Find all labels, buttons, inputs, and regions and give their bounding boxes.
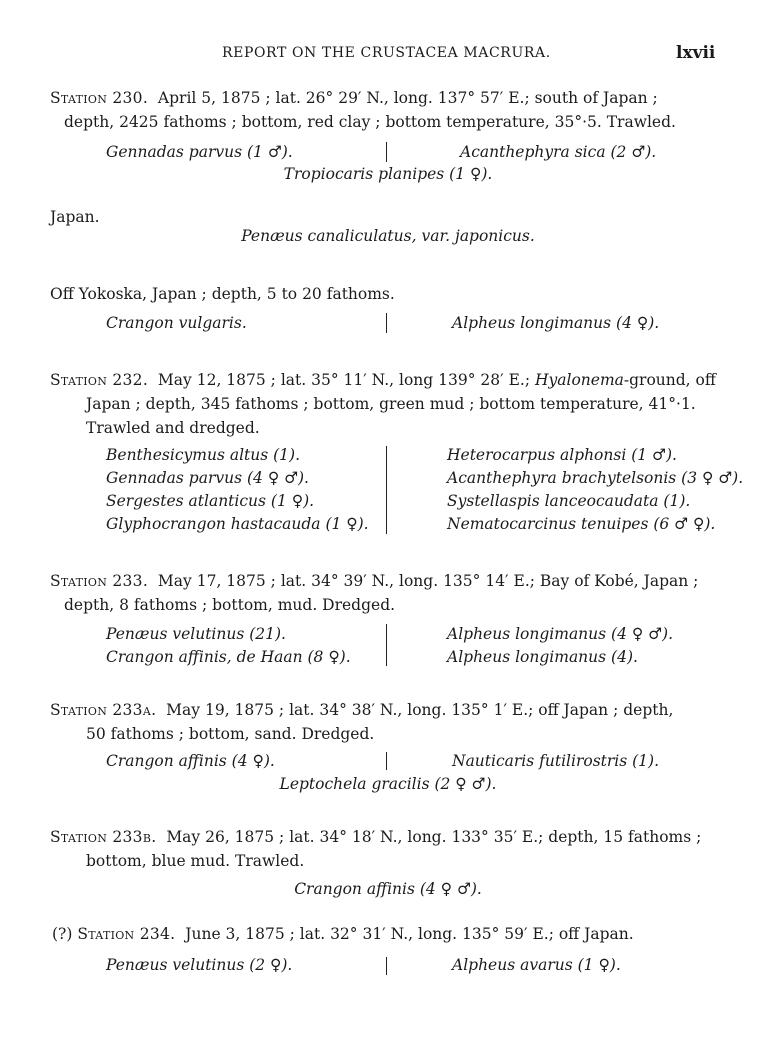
column-divider bbox=[386, 313, 387, 333]
species-item-centered: Leptochela gracilis (2 ♀ ♂). bbox=[279, 775, 497, 793]
species-item: Systellaspis lanceocaudata (1). bbox=[447, 492, 691, 510]
station-description bbox=[52, 922, 728, 946]
species-item-centered: Crangon affinis (4 ♀ ♂). bbox=[294, 880, 482, 898]
locality-label: Japan. bbox=[50, 208, 100, 226]
description-line: Japan ; depth, 345 fathoms ; bottom, green mud ; bottom temperature, 41°·1. bbox=[86, 395, 696, 413]
description-line: Station 233b. May 26, 1875 ; lat. 34° 18′ N., long. 133° 35′ E.; depth, 15 fathoms ; bbox=[50, 828, 702, 846]
running-header: REPORT ON THE CRUSTACEA MACRURA. bbox=[222, 45, 551, 61]
description-line: bottom, blue mud. Trawled. bbox=[86, 852, 305, 870]
species-item: Alpheus longimanus (4 ♀ ♂). bbox=[447, 625, 673, 643]
description-line: Station 233. May 17, 1875 ; lat. 34° 39′ N., long. 135° 14′ E.; Bay of Kobé, Japan ; bbox=[50, 572, 699, 590]
column-divider bbox=[386, 624, 387, 666]
species-item: Glyphocrangon hastacauda (1 ♀). bbox=[106, 515, 369, 533]
station-description bbox=[50, 698, 726, 746]
species-item: Crangon affinis (4 ♀). bbox=[106, 752, 275, 770]
description-line: Station 232. May 12, 1875 ; lat. 35° 11′ N., long 139° 28′ E.; Hyalonema-ground, off bbox=[50, 371, 716, 389]
species-item: Gennadas parvus (4 ♀ ♂). bbox=[106, 469, 309, 487]
description-line: 50 fathoms ; bottom, sand. Dredged. bbox=[86, 725, 375, 743]
query-prefix: (?) bbox=[52, 925, 73, 943]
species-item: Gennadas parvus (1 ♂). bbox=[106, 143, 293, 161]
description-line: depth, 2425 fathoms ; bottom, red clay ; bottom temperature, 35°·5. Trawled. bbox=[64, 113, 676, 131]
description-line: Station 233a. May 19, 1875 ; lat. 34° 38′ N., long. 135° 1′ E.; off Japan ; depth, bbox=[50, 701, 674, 719]
station-description bbox=[50, 86, 714, 134]
station-label: Station 230. bbox=[50, 89, 149, 107]
species-item: Crangon vulgaris. bbox=[106, 314, 247, 332]
species-item: Alpheus longimanus (4 ♀). bbox=[452, 314, 660, 332]
species-item: Acanthephyra brachytelsonis (3 ♀ ♂). bbox=[447, 469, 744, 487]
species-item: Crangon affinis, de Haan (8 ♀). bbox=[106, 648, 351, 666]
station-description bbox=[50, 825, 726, 873]
description-line: depth, 8 fathoms ; bottom, mud. Dredged. bbox=[64, 596, 396, 614]
species-item: Nauticaris futilirostris (1). bbox=[452, 752, 660, 770]
species-item-centered: Penæus canaliculatus, var. japonicus. bbox=[241, 227, 535, 245]
description-line: Trawled and dredged. bbox=[86, 419, 260, 437]
locality-label: Off Yokoska, Japan ; depth, 5 to 20 fathoms. bbox=[50, 285, 395, 303]
species-item: Sergestes atlanticus (1 ♀). bbox=[106, 492, 315, 510]
species-item: Heterocarpus alphonsi (1 ♂). bbox=[447, 446, 677, 464]
species-item-centered: Tropiocaris planipes (1 ♀). bbox=[283, 165, 493, 183]
column-divider bbox=[386, 446, 387, 534]
species-item: Acanthephyra sica (2 ♂). bbox=[460, 143, 657, 161]
description-line: Station 230. April 5, 1875 ; lat. 26° 29′ N., long. 137° 57′ E.; south of Japan ; bbox=[50, 89, 658, 107]
station-description bbox=[50, 368, 726, 440]
station-label: Station 233b. bbox=[50, 828, 157, 846]
station-label: Station 234. bbox=[77, 925, 176, 943]
species-item: Penæus velutinus (2 ♀). bbox=[106, 956, 293, 974]
species-item: Alpheus avarus (1 ♀). bbox=[452, 956, 621, 974]
column-divider bbox=[386, 957, 387, 975]
station-label: Station 233. bbox=[50, 572, 149, 590]
station-label: Station 233a. bbox=[50, 701, 157, 719]
species-item: Nematocarcinus tenuipes (6 ♂ ♀). bbox=[447, 515, 716, 533]
description-line: (?) Station 234. June 3, 1875 ; lat. 32° 31′ N., long. 135° 59′ E.; off Japan. bbox=[52, 925, 634, 943]
column-divider bbox=[386, 752, 387, 770]
page-number: lxvii bbox=[676, 43, 716, 63]
station-label: Station 232. bbox=[50, 371, 149, 389]
column-divider bbox=[386, 142, 387, 162]
species-item: Benthesicymus altus (1). bbox=[106, 446, 301, 464]
species-item: Penæus velutinus (21). bbox=[106, 625, 286, 643]
species-item: Alpheus longimanus (4). bbox=[447, 648, 638, 666]
station-description bbox=[50, 569, 726, 617]
